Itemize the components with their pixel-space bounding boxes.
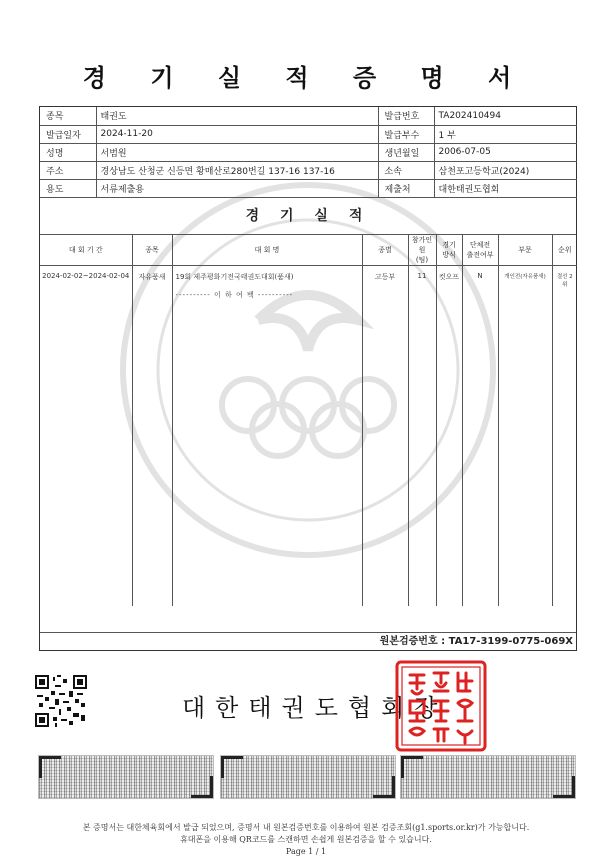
footer-line-2: 휴대폰을 이용해 QR코드를 스캔하면 손쉽게 원본검증을 할 수 있습니다. (180, 835, 432, 844)
barcode-corner (553, 776, 575, 798)
row-tournament-name: 19회 제주평화기전국태권도대회(품새) (175, 272, 294, 281)
header-method (436, 235, 462, 266)
issue-date-value: 2024-11-20 (96, 125, 378, 143)
records-section-title: 경 기 실 적 (40, 198, 576, 235)
header-team-l1: 단체전 (469, 240, 491, 249)
header-category: 종별 (362, 235, 408, 266)
page-number: Page 1 / 1 (285, 847, 327, 856)
footer (0, 822, 612, 858)
header-event: 종목 (132, 235, 172, 266)
issue-no-value: TA202410494 (434, 107, 577, 125)
header-period: 대 회 기 간 (40, 235, 132, 266)
address-label: 주소 (40, 161, 96, 179)
end-note: ---------- 이 하 여 백 ---------- (175, 290, 294, 299)
affil-value: 삼천포고등학교(2024) (434, 161, 577, 179)
purpose-label: 용도 (40, 179, 96, 197)
barcode-corner (373, 776, 395, 798)
security-barcodes (38, 755, 578, 799)
document-title: 경 기 실 적 증 명 서 (82, 64, 530, 92)
header-method-l2: 방식 (442, 250, 456, 259)
copies-value: 1 부 (434, 125, 577, 143)
name-value: 서범원 (96, 143, 378, 161)
info-row (40, 107, 577, 125)
row-event: 자유품새 (132, 265, 172, 606)
row-participants: 11 (408, 265, 436, 606)
barcode-3 (400, 755, 576, 799)
row-tournament (172, 265, 362, 606)
table-row (40, 265, 577, 606)
barcode-corner (191, 776, 213, 798)
barcode-corner (39, 756, 61, 778)
header-rank: 순위 (552, 235, 577, 266)
info-row (40, 161, 577, 179)
affil-label: 소속 (378, 161, 434, 179)
header-participants-l1: 참가인원 (411, 235, 433, 254)
barcode-1 (38, 755, 214, 799)
verification-number: 원본검증번호 : TA17-3199-0775-069X (40, 632, 576, 650)
official-seal-stamp (394, 659, 488, 753)
issue-date-label: 발급일자 (40, 125, 96, 143)
submit-label: 제출처 (378, 179, 434, 197)
info-row (40, 143, 577, 161)
header-team-l2: 출전여부 (466, 250, 494, 259)
header-participants (408, 235, 436, 266)
event-label: 종목 (40, 107, 96, 125)
purpose-value: 서류제출용 (96, 179, 378, 197)
birth-label: 생년월일 (378, 143, 434, 161)
row-method: 컷오프 (436, 265, 462, 606)
copies-label: 발급부수 (378, 125, 434, 143)
footer-line-1: 본 증명서는 대한체육회에서 발급 되었으며, 증명서 내 원본검증번호를 이용하여 원본 검증조회(g1.sports.or.kr)가 가능합니다. (82, 823, 530, 832)
birth-value: 2006-07-05 (434, 143, 577, 161)
info-table (40, 107, 577, 198)
header-method-l1: 경기 (442, 240, 456, 249)
name-label: 성명 (40, 143, 96, 161)
records-header-row (40, 235, 577, 266)
event-value: 태권도 (96, 107, 378, 125)
row-team: N (462, 265, 498, 606)
barcode-2 (220, 755, 396, 799)
organization-name: 대한태권도협회장 (182, 694, 448, 722)
info-row (40, 179, 577, 197)
row-period: 2024-02-02~2024-02-04 (40, 265, 132, 606)
submit-value: 대한태권도협회 (434, 179, 577, 197)
info-row (40, 125, 577, 143)
barcode-corner (401, 756, 423, 778)
address-value: 경상남도 산청군 신등면 황매산로280번길 137-16 137-16 (96, 161, 378, 179)
row-category: 고등부 (362, 265, 408, 606)
certificate-sheet (39, 106, 577, 651)
records-table (40, 235, 577, 606)
header-team (462, 235, 498, 266)
row-division: 개인전(자유품새) (498, 265, 552, 606)
header-tournament: 대 회 명 (172, 235, 362, 266)
header-division: 부문 (498, 235, 552, 266)
issue-no-label: 발급번호 (378, 107, 434, 125)
row-rank: 결선 2위 (556, 273, 573, 288)
qr-code-icon[interactable] (35, 675, 87, 727)
barcode-corner (221, 756, 243, 778)
header-participants-l2: (팀) (415, 255, 429, 264)
